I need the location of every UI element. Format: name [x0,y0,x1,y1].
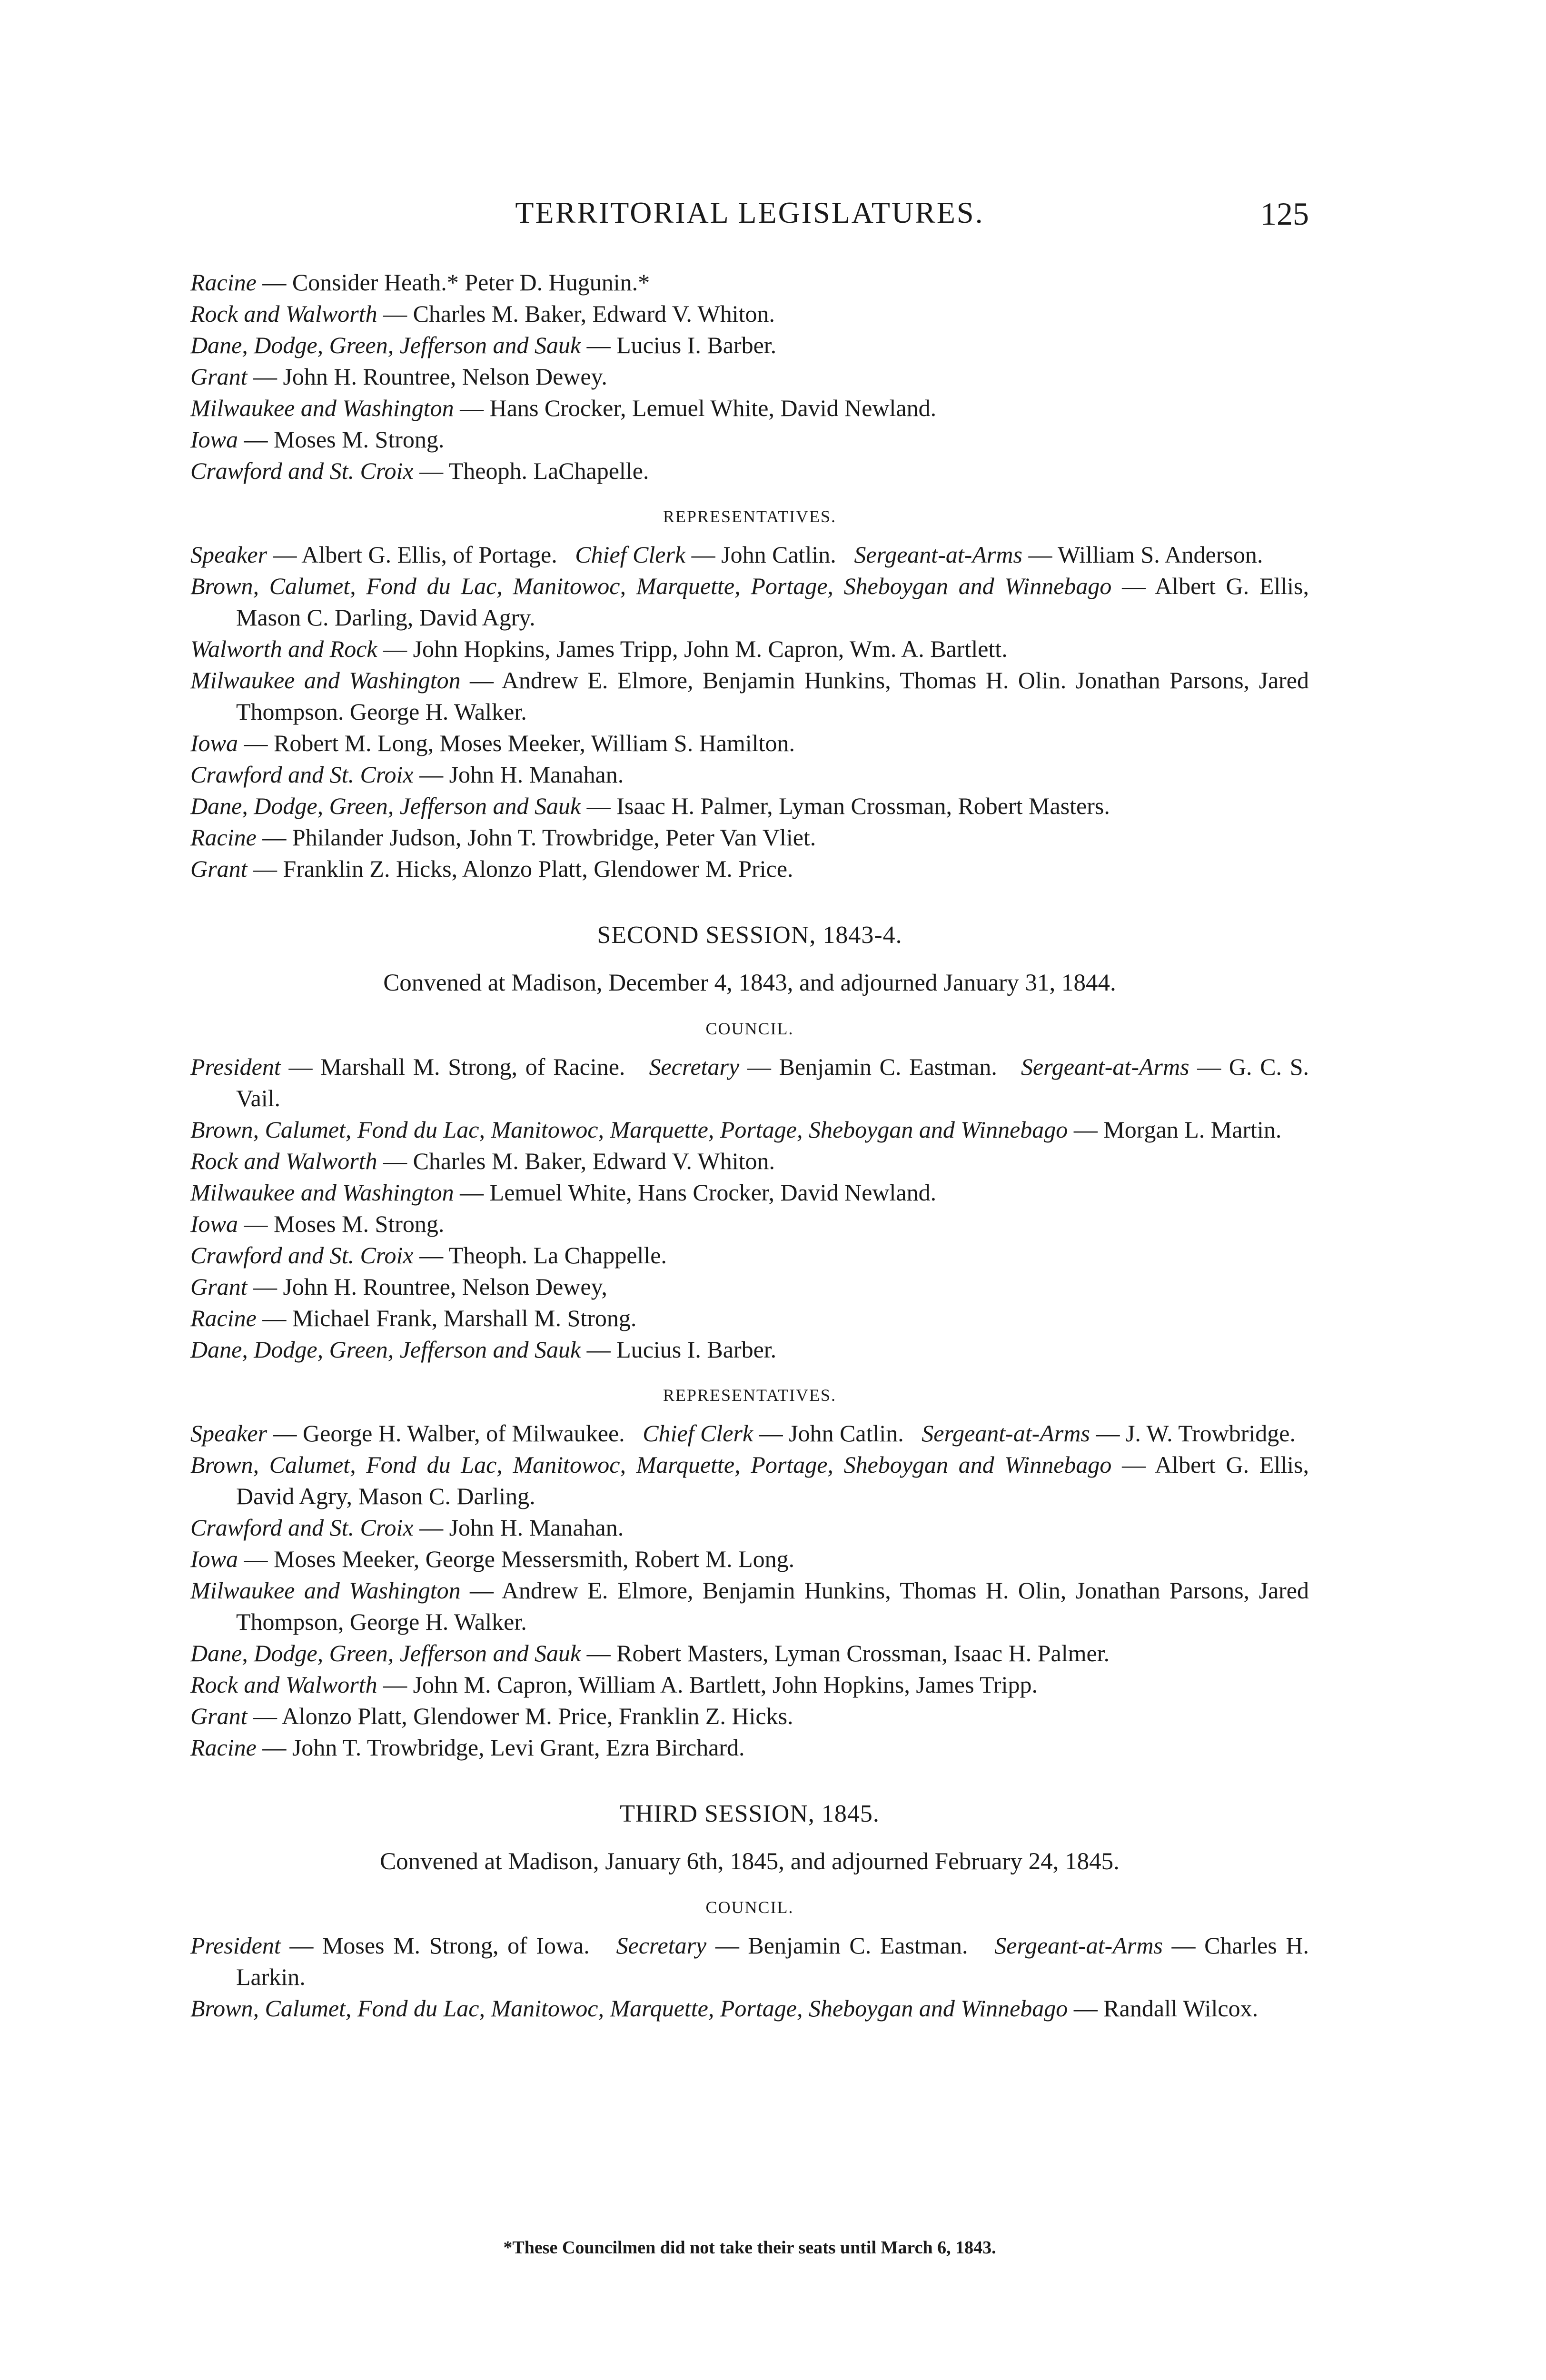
representatives-list [190,570,1309,884]
district-label: Milwaukee and Washington [190,667,461,694]
member-names: Moses M. Strong. [274,426,445,453]
officers-line: President — Marshall M. Strong, of Racine. Secretary — Benjamin C. Eastman. Sergeant-at-Arms — G. C. S. Vail. [190,1053,1309,1111]
district-label: Racine [190,269,257,296]
list-item: Grant — Alonzo Platt, Glendower M. Price, Franklin Z. Hicks. [190,1703,793,1729]
district-label: Rock and Walworth [190,1148,377,1174]
district-label: Iowa [190,730,238,756]
council-list [190,1114,1309,1365]
officer-label: Sergeant-at-Arms [1021,1053,1189,1080]
member-names: John H. Manahan. [449,761,624,788]
member-names: Moses Meeker, George Messersmith, Robert M. Long. [274,1546,795,1572]
list-item: Racine — Philander Judson, John T. Trowbridge, Peter Van Vliet. [190,824,816,851]
district-label: Dane, Dodge, Green, Jefferson and Sauk [190,332,581,358]
officer-label: Secretary [649,1053,740,1080]
representatives-list [190,1449,1309,1763]
section-heading: REPRESENTATIVES. [663,1386,837,1405]
district-label: Rock and Walworth [190,300,377,327]
member-names: Philander Judson, John T. Trowbridge, Peter Van Vliet. [292,824,816,851]
list-item: Grant — John H. Rountree, Nelson Dewey. [190,363,607,390]
list-item: Crawford and St. Croix — Theoph. LaChapelle. [190,457,649,484]
page-number: 125 [1260,196,1309,232]
officer-name: Benjamin C. Eastman. [748,1932,968,1959]
member-names: Isaac H. Palmer, Lyman Crossman, Robert Masters. [616,793,1110,819]
district-label: Crawford and St. Croix [190,457,414,484]
district-label: Dane, Dodge, Green, Jefferson and Sauk [190,793,581,819]
district-label: Brown, Calumet, Fond du Lac, Manitowoc, Marquette, Portage, Sheboygan and Winnebago [190,1451,1112,1478]
officer-name: Moses M. Strong, of Iowa. [322,1932,590,1959]
list-item: Milwaukee and Washington — Hans Crocker, Lemuel White, David Newland. [190,395,937,421]
list-item: Rock and Walworth — Charles M. Baker, Edward V. Whiton. [190,300,775,327]
officer-label: Speaker [190,1420,268,1447]
section-heading: COUNCIL. [705,1898,794,1917]
member-names: Robert M. Long, Moses Meeker, William S. Hamilton. [274,730,795,756]
session-convened: Convened at Madison, December 4, 1843, and adjourned January 31, 1844. [383,970,1116,996]
officer-label: Speaker [190,541,268,568]
list-item: Grant — Franklin Z. Hicks, Alonzo Platt, Glendower M. Price. [190,855,793,882]
district-label: Racine [190,824,257,851]
district-label: Walworth and Rock [190,635,377,662]
list-item: Brown, Calumet, Fond du Lac, Manitowoc, Marquette, Portage, Sheboygan and Winnebago — Morgan L. Martin. [190,1116,1282,1143]
list-item: Milwaukee and Washington — Andrew E. Elmore, Benjamin Hunkins, Thomas H. Olin. Jonathan Parsons, Jared Thompson. George H. Walker. [190,667,1309,725]
district-label: Brown, Calumet, Fond du Lac, Manitowoc, Marquette, Portage, Sheboygan and Winnebago [190,1995,1068,2022]
list-item: Brown, Calumet, Fond du Lac, Manitowoc, Marquette, Portage, Sheboygan and Winnebago — Albert G. Ellis, David Agry, Mason C. Darling. [190,1451,1309,1509]
member-names: John T. Trowbridge, Levi Grant, Ezra Birchard. [292,1734,745,1761]
section-heading: COUNCIL. [705,1019,794,1038]
list-item: Crawford and St. Croix — John H. Manahan. [190,761,624,788]
list-item: Dane, Dodge, Green, Jefferson and Sauk — Lucius I. Barber. [190,332,777,358]
member-names: Alonzo Platt, Glendower M. Price, Franklin Z. Hicks. [281,1703,793,1729]
member-names: Morgan L. Martin. [1103,1116,1282,1143]
district-label: Grant [190,855,248,882]
list-item: Milwaukee and Washington — Lemuel White, Hans Crocker, David Newland. [190,1179,937,1206]
district-label: Milwaukee and Washington [190,1179,454,1206]
district-label: Brown, Calumet, Fond du Lac, Manitowoc, Marquette, Portage, Sheboygan and Winnebago [190,573,1112,599]
member-names: John Hopkins, James Tripp, John M. Capron, Wm. A. Bartlett. [413,635,1008,662]
member-names: John M. Capron, William A. Bartlett, John Hopkins, James Tripp. [413,1671,1038,1698]
officer-label: Sergeant-at-Arms [994,1932,1163,1959]
officer-label: President [190,1932,281,1959]
list-item: Rock and Walworth — Charles M. Baker, Edward V. Whiton. [190,1148,775,1174]
officer-name: William S. Anderson. [1058,541,1263,568]
member-names: Randall Wilcox. [1103,1995,1259,2022]
list-item: Walworth and Rock — John Hopkins, James Tripp, John M. Capron, Wm. A. Bartlett. [190,635,1008,662]
member-names: Charles M. Baker, Edward V. Whiton. [413,300,775,327]
district-label: Racine [190,1305,257,1331]
officer-name: G. C. S. Vail. [236,1053,1309,1111]
district-label: Iowa [190,1210,238,1237]
member-names: Michael Frank, Marshall M. Strong. [292,1305,637,1331]
section-heading: REPRESENTATIVES. [663,507,837,526]
officer-label: Chief Clerk [575,541,686,568]
officer-name: Charles H. Larkin. [236,1932,1309,1990]
district-label: Grant [190,363,248,390]
list-item: Crawford and St. Croix — Theoph. La Chappelle. [190,1242,667,1269]
member-names: Robert Masters, Lyman Crossman, Isaac H. Palmer. [616,1640,1110,1666]
officer-label: President [190,1053,281,1080]
district-label: Milwaukee and Washington [190,395,454,421]
member-names: Andrew E. Elmore, Benjamin Hunkins, Thomas H. Olin, Jonathan Parsons, Jared Thompson, George H. Walker. [236,1577,1309,1635]
member-names: Charles M. Baker, Edward V. Whiton. [413,1148,775,1174]
member-names: Theoph. La Chappelle. [448,1242,667,1269]
list-item: Racine — John T. Trowbridge, Levi Grant, Ezra Birchard. [190,1734,745,1761]
list-item: Dane, Dodge, Green, Jefferson and Sauk — Lucius I. Barber. [190,1336,777,1363]
officer-label: Sergeant-at-Arms [922,1420,1090,1447]
list-item: Racine — Michael Frank, Marshall M. Strong. [190,1305,637,1331]
list-item: Crawford and St. Croix — John H. Manahan. [190,1514,624,1541]
member-names: Andrew E. Elmore, Benjamin Hunkins, Thomas H. Olin. Jonathan Parsons, Jared Thompson. George H. Walker. [236,667,1309,725]
council-continued-list [190,267,1309,486]
page-content [190,267,1309,2024]
officer-name: Albert G. Ellis, of Portage. [301,541,557,568]
list-item: Milwaukee and Washington — Andrew E. Elmore, Benjamin Hunkins, Thomas H. Olin, Jonathan Parsons, Jared Thompson, George H. Walker. [190,1577,1309,1635]
member-names: Hans Crocker, Lemuel White, David Newland. [489,395,937,421]
district-label: Dane, Dodge, Green, Jefferson and Sauk [190,1640,581,1666]
member-names: Albert G. Ellis, David Agry, Mason C. Darling. [236,1451,1309,1509]
officer-name: J. W. Trowbridge. [1125,1420,1296,1447]
session-title: THIRD SESSION, 1845. [620,1800,880,1827]
list-item: Rock and Walworth — John M. Capron, William A. Bartlett, John Hopkins, James Tripp. [190,1671,1038,1698]
district-label: Crawford and St. Croix [190,1514,414,1541]
footnote: *These Councilmen did not take their seats until March 6, 1843. [503,2238,996,2258]
district-label: Racine [190,1734,257,1761]
officer-name: Benjamin C. Eastman. [779,1053,997,1080]
district-label: Dane, Dodge, Green, Jefferson and Sauk [190,1336,581,1363]
running-head: TERRITORIAL LEGISLATURES. [515,196,984,229]
list-item: Iowa — Robert M. Long, Moses Meeker, William S. Hamilton. [190,730,795,756]
officers-line: Speaker — George H. Walber, of Milwaukee. Chief Clerk — John Catlin. Sergeant-at-Arms — J. W. Trowbridge. [190,1420,1296,1447]
list-item: Iowa — Moses M. Strong. [190,1210,445,1237]
member-names: John H. Manahan. [449,1514,624,1541]
member-names: Consider Heath.* Peter D. Hugunin.* [292,269,650,296]
member-names: John H. Rountree, Nelson Dewey, [283,1273,607,1300]
member-names: Franklin Z. Hicks, Alonzo Platt, Glendower M. Price. [283,855,793,882]
district-label: Milwaukee and Washington [190,1577,461,1604]
officer-name: George H. Walber, of Milwaukee. [303,1420,625,1447]
district-label: Iowa [190,426,238,453]
member-names: Lucius I. Barber. [616,1336,777,1363]
officer-name: John Catlin. [789,1420,904,1447]
district-label: Crawford and St. Croix [190,761,414,788]
district-label: Brown, Calumet, Fond du Lac, Manitowoc, Marquette, Portage, Sheboygan and Winnebago [190,1116,1068,1143]
district-label: Crawford and St. Croix [190,1242,414,1269]
list-item: Dane, Dodge, Green, Jefferson and Sauk — Robert Masters, Lyman Crossman, Isaac H. Palmer. [190,1640,1110,1666]
list-item: Grant — John H. Rountree, Nelson Dewey, [190,1273,607,1300]
list-item: Racine — Consider Heath.* Peter D. Hugunin.* [190,269,650,296]
list-item: Dane, Dodge, Green, Jefferson and Sauk — Isaac H. Palmer, Lyman Crossman, Robert Masters. [190,793,1110,819]
session-convened: Convened at Madison, January 6th, 1845, and adjourned February 24, 1845. [380,1848,1120,1875]
district-label: Grant [190,1703,248,1729]
officer-label: Sergeant-at-Arms [854,541,1022,568]
officers-line: President — Moses M. Strong, of Iowa. Secretary — Benjamin C. Eastman. Sergeant-at-Arms — Charles H. Larkin. [190,1932,1309,1990]
member-names: Albert G. Ellis, Mason C. Darling, David Agry. [236,573,1309,631]
session-title: SECOND SESSION, 1843-4. [597,922,902,949]
member-names: Theoph. LaChapelle. [448,457,649,484]
council-list [190,1993,1309,2024]
list-item: Iowa — Moses Meeker, George Messersmith, Robert M. Long. [190,1546,795,1572]
list-item: Brown, Calumet, Fond du Lac, Manitowoc, Marquette, Portage, Sheboygan and Winnebago — Randall Wilcox. [190,1995,1259,2022]
member-names: Moses M. Strong. [274,1210,445,1237]
page-header [190,195,1309,238]
district-label: Grant [190,1273,248,1300]
officer-name: John Catlin. [721,541,836,568]
member-names: Lucius I. Barber. [616,332,777,358]
district-label: Iowa [190,1546,238,1572]
officer-name: Marshall M. Strong, of Racine. [320,1053,625,1080]
member-names: Lemuel White, Hans Crocker, David Newland. [489,1179,937,1206]
list-item: Brown, Calumet, Fond du Lac, Manitowoc, Marquette, Portage, Sheboygan and Winnebago — Albert G. Ellis, Mason C. Darling, David Agry. [190,573,1309,631]
officer-label: Chief Clerk [643,1420,753,1447]
officer-label: Secretary [616,1932,707,1959]
list-item: Iowa — Moses M. Strong. [190,426,445,453]
member-names: John H. Rountree, Nelson Dewey. [283,363,607,390]
officers-line: Speaker — Albert G. Ellis, of Portage. Chief Clerk — John Catlin. Sergeant-at-Arms — William S. Anderson. [190,541,1263,568]
district-label: Rock and Walworth [190,1671,377,1698]
